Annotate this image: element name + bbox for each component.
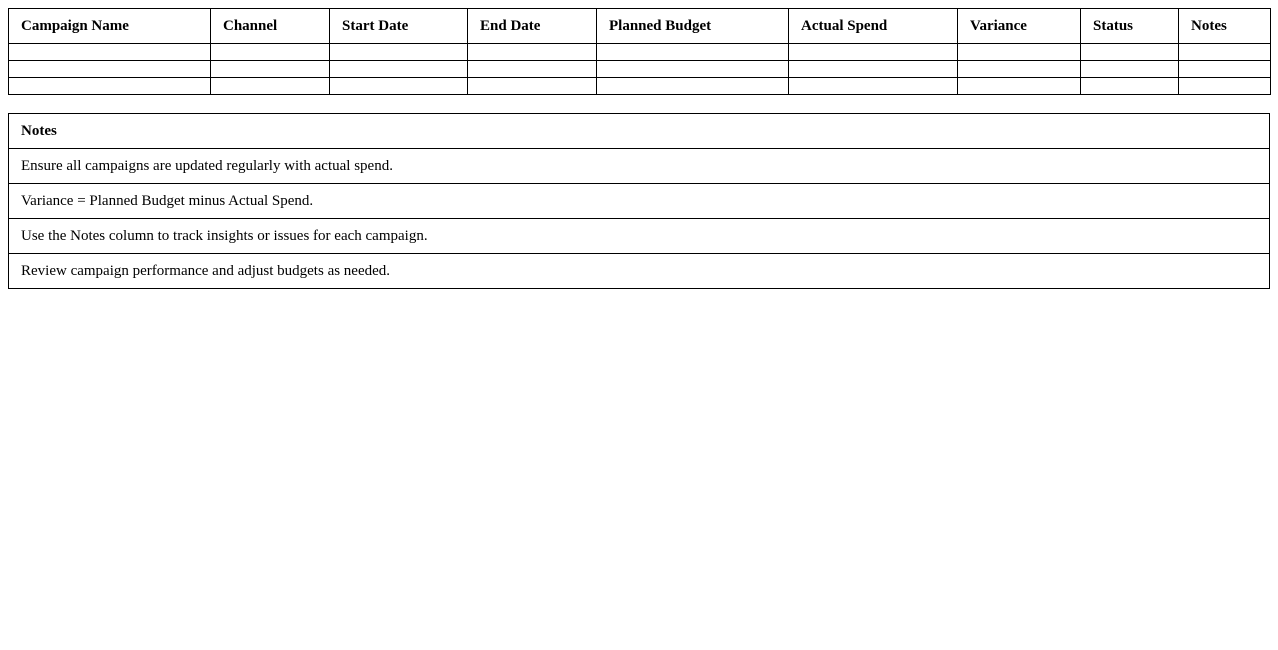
header-planned-budget: Planned Budget	[597, 9, 789, 44]
campaign-table	[8, 8, 1271, 95]
note-item: Variance = Planned Budget minus Actual Spend.	[9, 184, 1270, 219]
table-cell[interactable]	[1179, 44, 1271, 61]
header-notes: Notes	[1179, 9, 1271, 44]
campaign-header-row	[9, 9, 1271, 44]
table-cell[interactable]	[958, 44, 1081, 61]
note-item: Use the Notes column to track insights or issues for each campaign.	[9, 219, 1270, 254]
table-cell[interactable]	[211, 61, 330, 78]
header-status: Status	[1081, 9, 1179, 44]
table-cell[interactable]	[1179, 61, 1271, 78]
table-cell[interactable]	[1081, 78, 1179, 95]
table-cell[interactable]	[1179, 78, 1271, 95]
table-cell[interactable]	[1081, 61, 1179, 78]
table-cell[interactable]	[789, 78, 958, 95]
note-row	[9, 219, 1270, 254]
table-cell[interactable]	[597, 78, 789, 95]
table-cell[interactable]	[789, 61, 958, 78]
table-cell[interactable]	[468, 78, 597, 95]
table-cell[interactable]	[330, 44, 468, 61]
note-row	[9, 254, 1270, 289]
table-cell[interactable]	[1081, 44, 1179, 61]
table-cell[interactable]	[9, 78, 211, 95]
document-body	[8, 8, 1270, 289]
table-cell[interactable]	[468, 44, 597, 61]
note-row	[9, 184, 1270, 219]
table-cell[interactable]	[9, 44, 211, 61]
notes-header-row	[9, 114, 1270, 149]
notes-header: Notes	[9, 114, 1270, 149]
table-cell[interactable]	[958, 78, 1081, 95]
table-cell[interactable]	[211, 44, 330, 61]
header-actual-spend: Actual Spend	[789, 9, 958, 44]
header-variance: Variance	[958, 9, 1081, 44]
table-cell[interactable]	[958, 61, 1081, 78]
table-row	[9, 61, 1271, 78]
table-cell[interactable]	[211, 78, 330, 95]
table-cell[interactable]	[330, 78, 468, 95]
header-channel: Channel	[211, 9, 330, 44]
header-start-date: Start Date	[330, 9, 468, 44]
table-cell[interactable]	[597, 44, 789, 61]
table-cell[interactable]	[468, 61, 597, 78]
header-end-date: End Date	[468, 9, 597, 44]
table-row	[9, 44, 1271, 61]
note-item: Review campaign performance and adjust budgets as needed.	[9, 254, 1270, 289]
table-row	[9, 78, 1271, 95]
table-cell[interactable]	[597, 61, 789, 78]
table-cell[interactable]	[330, 61, 468, 78]
notes-table	[8, 113, 1270, 289]
note-item: Ensure all campaigns are updated regularly with actual spend.	[9, 149, 1270, 184]
note-row	[9, 149, 1270, 184]
table-cell[interactable]	[789, 44, 958, 61]
header-campaign-name: Campaign Name	[9, 9, 211, 44]
table-cell[interactable]	[9, 61, 211, 78]
